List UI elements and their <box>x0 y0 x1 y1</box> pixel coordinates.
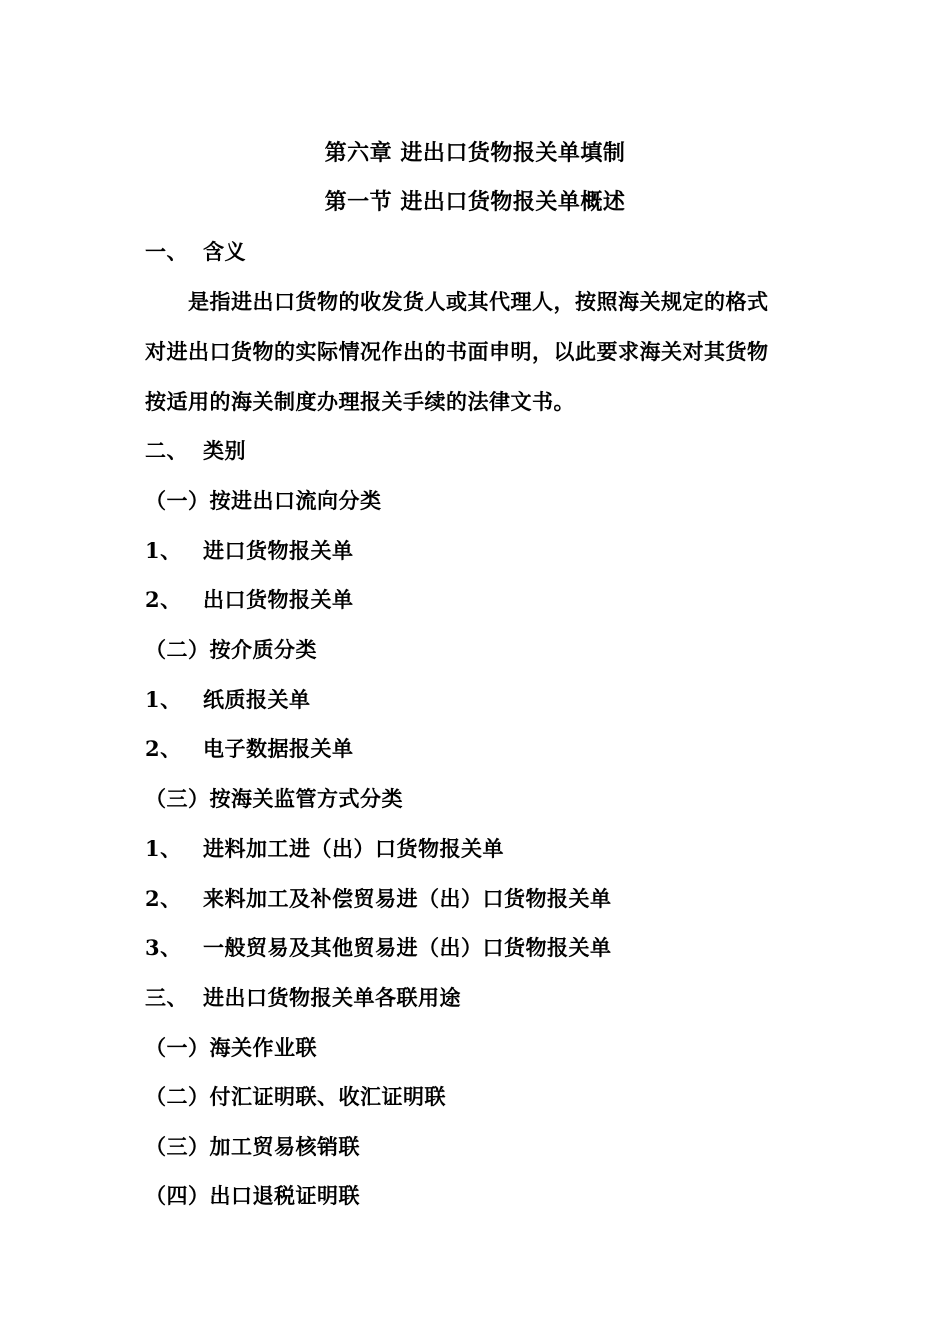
list-item <box>145 538 354 564</box>
paragraph-line-1: 是指进出口货物的收发货人或其代理人，按照海关规定的格式 <box>188 289 769 314</box>
list-item <box>145 687 311 713</box>
heading-uses <box>145 985 461 1011</box>
list-item: （二）付汇证明联、收汇证明联 <box>145 1084 446 1109</box>
list-text: 一般贸易及其他贸易进（出）口货物报关单 <box>203 935 612 960</box>
list-item <box>145 736 354 762</box>
list-item: （三）加工贸易核销联 <box>145 1134 360 1159</box>
list-marker: 2、 <box>145 886 182 911</box>
paragraph-line-2: 对进出口货物的实际情况作出的书面申明，以此要求海关对其货物 <box>145 339 769 364</box>
chapter-title: 第六章 进出口货物报关单填制 <box>324 140 626 166</box>
list-item: （一）海关作业联 <box>145 1035 317 1060</box>
list-text: 出口货物报关单 <box>203 587 354 612</box>
list-text: 来料加工及补偿贸易进（出）口货物报关单 <box>203 886 612 911</box>
subheading-by-medium: （二）按介质分类 <box>145 637 317 662</box>
paragraph-line-3: 按适用的海关制度办理报关手续的法律文书。 <box>145 389 575 414</box>
heading-text: 进出口货物报关单各联用途 <box>203 985 461 1010</box>
list-item <box>145 836 504 862</box>
list-item <box>145 935 612 961</box>
list-marker: 1、 <box>145 836 182 861</box>
heading-text: 含义 <box>203 239 246 264</box>
list-item: （四）出口退税证明联 <box>145 1183 360 1208</box>
heading-categories <box>145 438 246 464</box>
heading-marker: 二、 <box>145 438 188 463</box>
list-marker: 2、 <box>145 736 182 761</box>
list-marker: 1、 <box>145 687 182 712</box>
list-text: 进料加工进（出）口货物报关单 <box>203 836 504 861</box>
list-marker: 3、 <box>145 935 182 960</box>
list-marker: 1、 <box>145 538 182 563</box>
list-text: 纸质报关单 <box>203 687 311 712</box>
heading-meaning <box>145 239 246 265</box>
list-marker: 2、 <box>145 587 182 612</box>
subheading-by-direction: （一）按进出口流向分类 <box>145 488 382 513</box>
heading-text: 类别 <box>203 438 246 463</box>
list-text: 进口货物报关单 <box>203 538 354 563</box>
heading-marker: 三、 <box>145 985 188 1010</box>
list-item <box>145 587 354 613</box>
list-text: 电子数据报关单 <box>203 736 354 761</box>
section-title: 第一节 进出口货物报关单概述 <box>324 189 626 215</box>
list-item <box>145 886 612 912</box>
subheading-by-supervision: （三）按海关监管方式分类 <box>145 786 403 811</box>
heading-marker: 一、 <box>145 239 188 264</box>
